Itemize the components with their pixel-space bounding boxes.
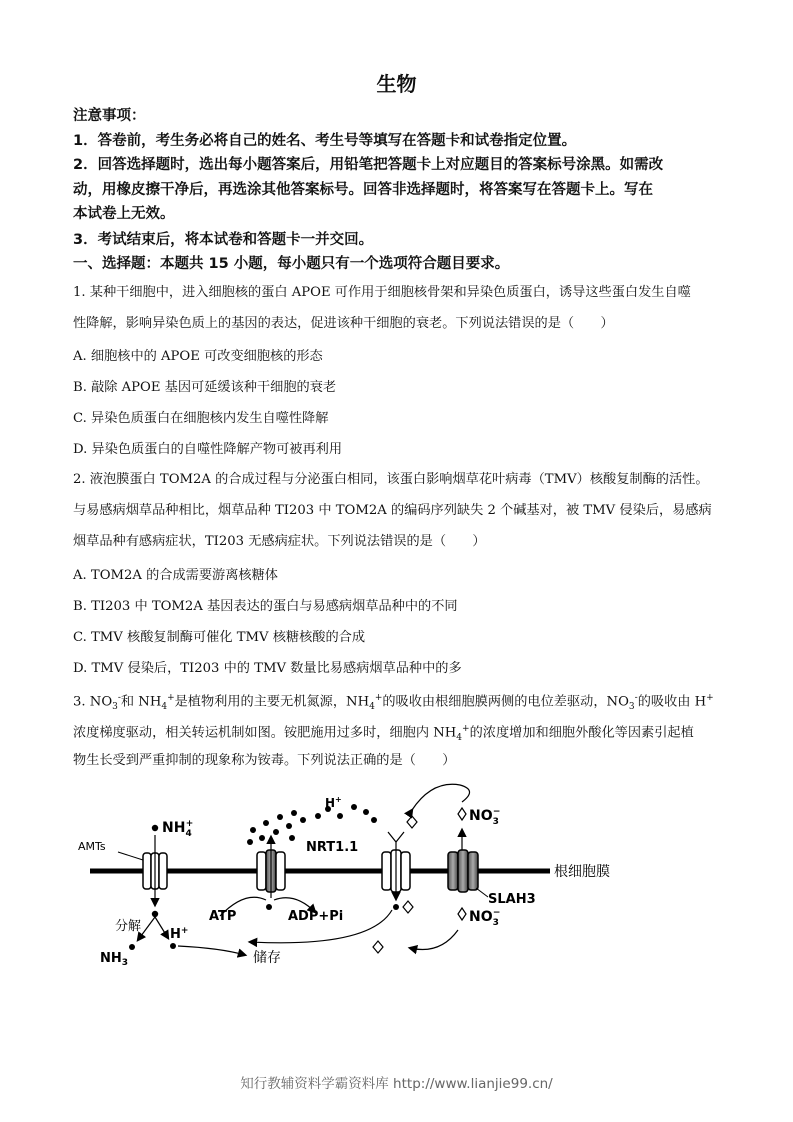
q2-stem-line-2: 与易感病烟草品种相比，烟草品种 TI203 中 TOM2A 的编码序列缺失 2 个碱基对，被 TMV 侵染后，易感病 [73, 503, 712, 518]
section-heading: 一、选择题：本题共 15 小题，每小题只有一个选项符合题目要求。 [73, 256, 510, 272]
no3-bottom-label: $NO_3-$ [469, 908, 501, 928]
q1-option-a: A. 细胞核中的 APOE 可改变细胞核的形态 [73, 349, 323, 364]
proton-dots [247, 804, 377, 845]
q3-stem-line-1: 3. $NO_3^-$和 $NH_4^+$是植物利用的主要无机氮源，$NH_4^+$的吸收由根细胞膜两侧的电位差驱动，$NO_3^-$的吸收由 H+ [73, 693, 714, 713]
q2-stem-line-1: 2. 液泡膜蛋白 TOM2A 的合成过程与分泌蛋白相同，该蛋白影响烟草花叶病毒（TMV）核酸复制酶的活性。 [73, 472, 709, 487]
q2-option-d: D. TMV 侵染后，TI203 中的 TMV 数量比易感病烟草品种中的多 [73, 661, 462, 676]
nh4-top-label: $NH_4+$ [162, 819, 194, 839]
q1-option-b: B. 敲除 APOE 基因可延缓该种干细胞的衰老 [73, 380, 337, 395]
transport-diagram [70, 780, 630, 980]
q1-stem-line-1: 1. 某种干细胞中，进入细胞核的蛋白 APOE 可作用于细胞核骨架和异染色质蛋白，诱导这些蛋白发生自噬 [73, 285, 691, 300]
hplus-bottom-label: H+ [170, 926, 189, 942]
q2-option-a: A. TOM2A 的合成需要游离核糖体 [73, 568, 278, 583]
q3-stem-line-3: 物生长受到严重抑制的现象称为铵毒。下列说法正确的是（ ） [73, 753, 456, 768]
notice-heading: 注意事项： [73, 108, 146, 124]
q1-option-c: C. 异染色质蛋白在细胞核内发生自噬性降解 [73, 411, 329, 426]
q2-option-c: C. TMV 核酸复制酶可催化 TMV 核糖核酸的合成 [73, 630, 366, 645]
adp-label: ADP+Pi [288, 909, 344, 924]
nh3-label: $NH_3$ [100, 951, 129, 968]
slah3-channel [448, 850, 478, 892]
slah3-label: SLAH3 [488, 892, 536, 907]
notice-item-1: 1．答卷前，考生务必将自己的姓名、考生号等填写在答题卡和试卷指定位置。 [73, 133, 577, 149]
amts-label: AMTs [78, 840, 106, 853]
page-title: 生物 [376, 72, 417, 96]
no3-top-label: $NO_3-$ [469, 807, 501, 827]
q1-option-d: D. 异染色质蛋白的自噬性降解产物可被再利用 [73, 442, 343, 457]
nrt-label: NRT1.1 [306, 840, 359, 855]
notice-item-2-line-1: 2．回答选择题时，选出每小题答案后，用铅笔把答题卡上对应题目的答案标号涂黑。如需改 [73, 157, 664, 173]
notice-item-2-line-2: 动，用橡皮擦干净后，再选涂其他答案标号。回答非选择题时，将答案写在答题卡上。写在 [73, 182, 653, 198]
membrane-label: 根细胞膜 [554, 864, 610, 880]
q2-option-b: B. TI203 中 TOM2A 基因表达的蛋白与易感病烟草品种中的不同 [73, 599, 458, 614]
notice-item-3: 3．考试结束后，将本试卷和答题卡一并交回。 [73, 232, 374, 248]
notice-item-2-line-3: 本试卷上无效。 [73, 206, 175, 222]
page-footer: 知行教辅资料学霸资料库 http://www.lianjie99.cn/ [240, 1076, 553, 1092]
hplus-top-label: H+ [325, 795, 342, 810]
q1-stem-line-2: 性降解，影响异染色质上的基因的表达，促进该种干细胞的衰老。下列说法错误的是（ ） [73, 316, 614, 331]
q2-stem-line-3: 烟草品种有感病症状，TI203 无感病症状。下列说法错误的是（ ） [73, 534, 486, 549]
q3-stem-line-2: 浓度梯度驱动，相关转运机制如图。铵肥施用过多时，细胞内 $NH_4^+$的浓度增加和细胞外酸化等因素引起植 [73, 724, 694, 744]
decompose-label: 分解 [115, 919, 142, 934]
storage-label: 储存 [253, 950, 281, 966]
atp-label: ATP [209, 909, 237, 924]
